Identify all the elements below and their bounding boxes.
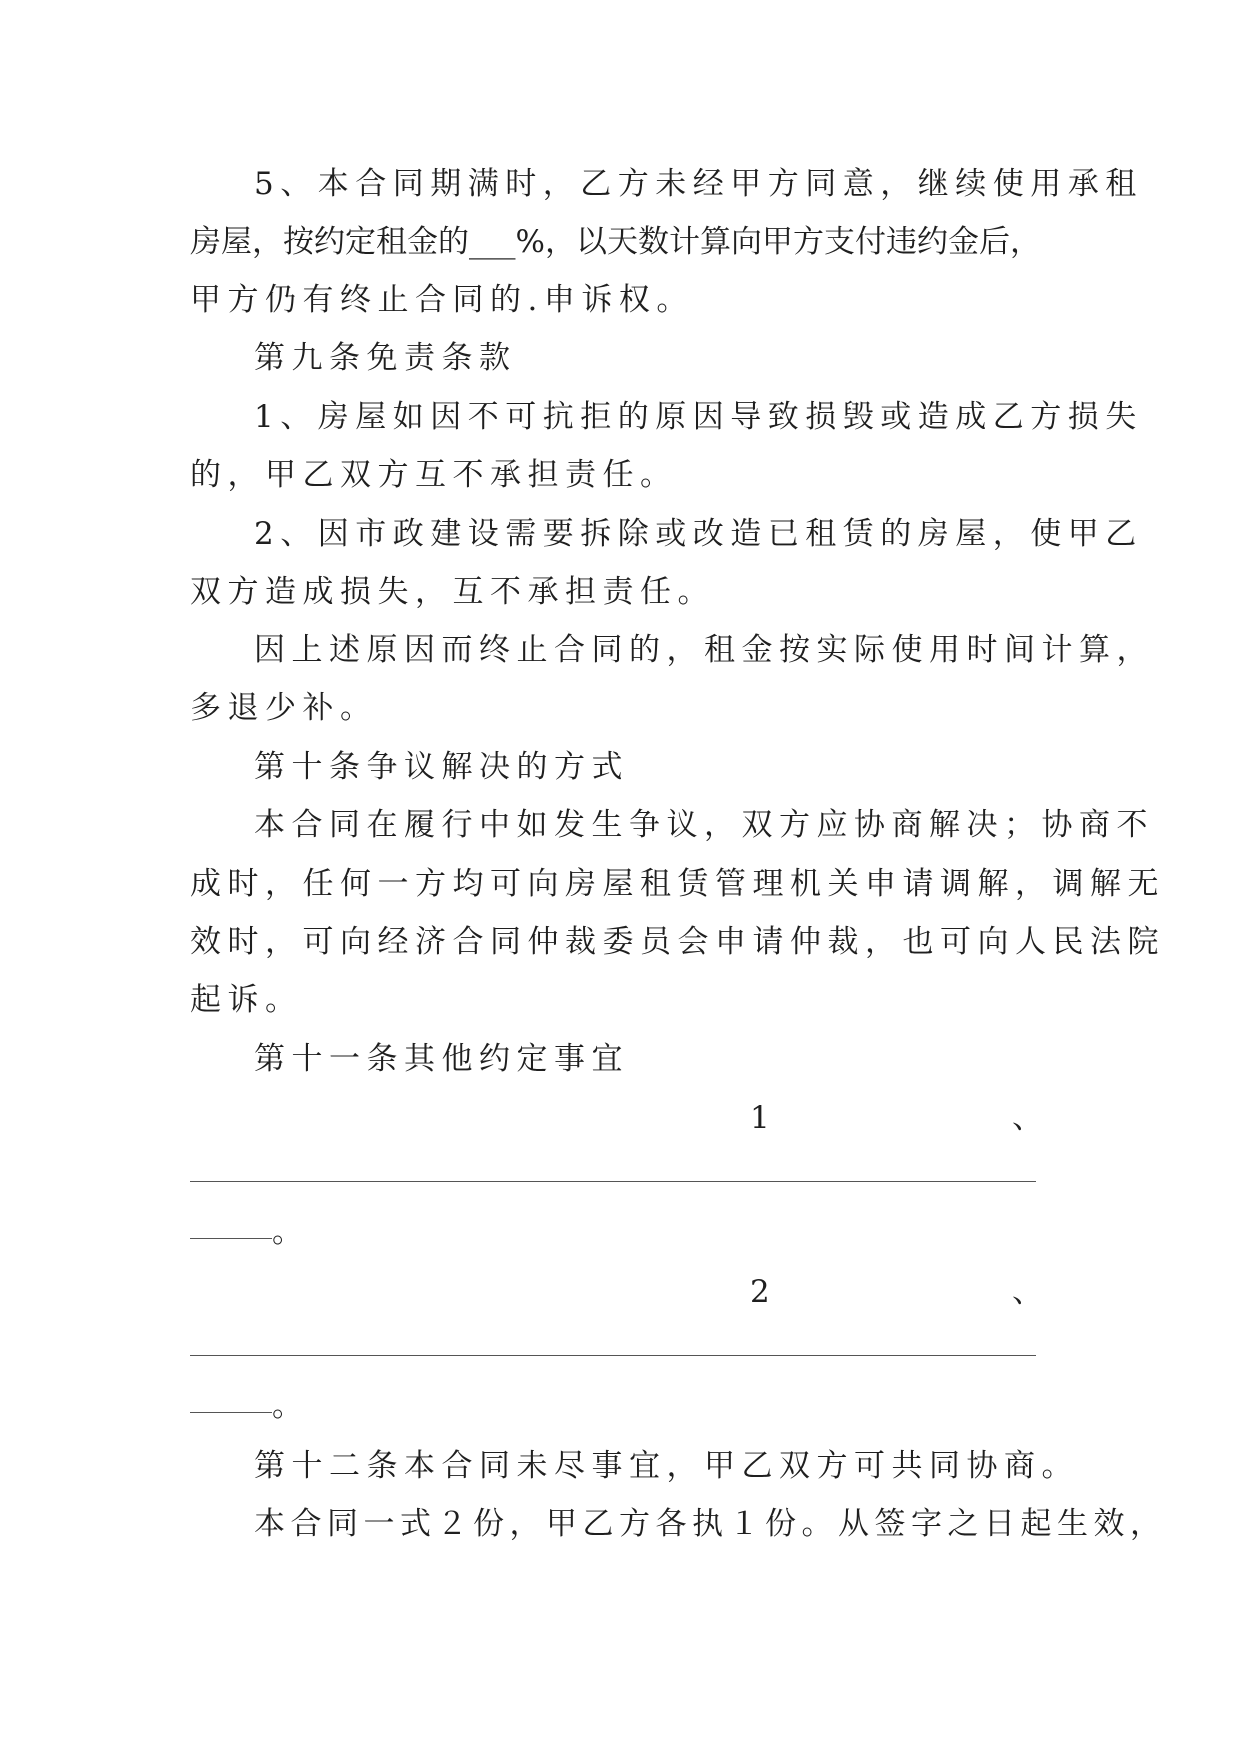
clause9-note-line2: 多退少补。 <box>190 690 378 726</box>
clause11-item1-number: 1 <box>750 1100 770 1136</box>
clause9-note-line1: 因上述原因而终止合同的，租金按实际使用时间计算， <box>254 632 1154 668</box>
clause8-item5-line1: 5、本合同期满时，乙方未经甲方同意，继续使用承租 <box>254 166 1143 202</box>
clause10-heading: 第十条争议解决的方式 <box>254 749 629 785</box>
clause9-item2-line1: 2、因市政建设需要拆除或改造已租赁的房屋，使甲乙 <box>254 516 1143 552</box>
clause11-item2-number: 2 <box>750 1274 770 1310</box>
clause11-item1-blank-end <box>190 1238 272 1239</box>
clause11-item1-separator: 、 <box>1012 1100 1043 1136</box>
clause9-heading: 第九条免责条款 <box>254 340 517 376</box>
clause11-item1-end: 。 <box>272 1214 303 1250</box>
clause12-line2: 本合同一式２份，甲乙方各执１份。从签字之日起生效， <box>254 1506 1167 1542</box>
clause8-item5-line2: 房屋，按约定租金的___%，以天数计算向甲方支付违约金后， <box>190 224 1041 260</box>
clause9-item1-line1: 1、房屋如因不可抗拒的原因导致损毁或造成乙方损失 <box>254 399 1143 435</box>
clause10-line4: 起诉。 <box>190 982 303 1018</box>
clause10-line3: 效时，可向经济合同仲裁委员会申请仲裁，也可向人民法院 <box>190 924 1165 960</box>
clause11-item2-blank-line <box>190 1355 1036 1356</box>
clause11-item2-separator: 、 <box>1012 1274 1043 1310</box>
clause10-line2: 成时，任何一方均可向房屋租赁管理机关申请调解，调解无 <box>190 866 1165 902</box>
clause10-line1: 本合同在履行中如发生争议，双方应协商解决；协商不 <box>254 807 1154 843</box>
clause11-item1-blank-line <box>190 1181 1036 1182</box>
clause11-heading: 第十一条其他约定事宜 <box>254 1041 629 1077</box>
clause11-item2-blank-end <box>190 1412 272 1413</box>
clause11-item2-end: 。 <box>272 1388 303 1424</box>
clause8-item5-line3: 甲方仍有终止合同的.申诉权。 <box>190 282 694 318</box>
clause12-line1: 第十二条本合同未尽事宜，甲乙双方可共同协商。 <box>254 1448 1079 1484</box>
clause9-item1-line2: 的，甲乙双方互不承担责任。 <box>190 457 678 493</box>
clause9-item2-line2: 双方造成损失，互不承担责任。 <box>190 574 715 610</box>
